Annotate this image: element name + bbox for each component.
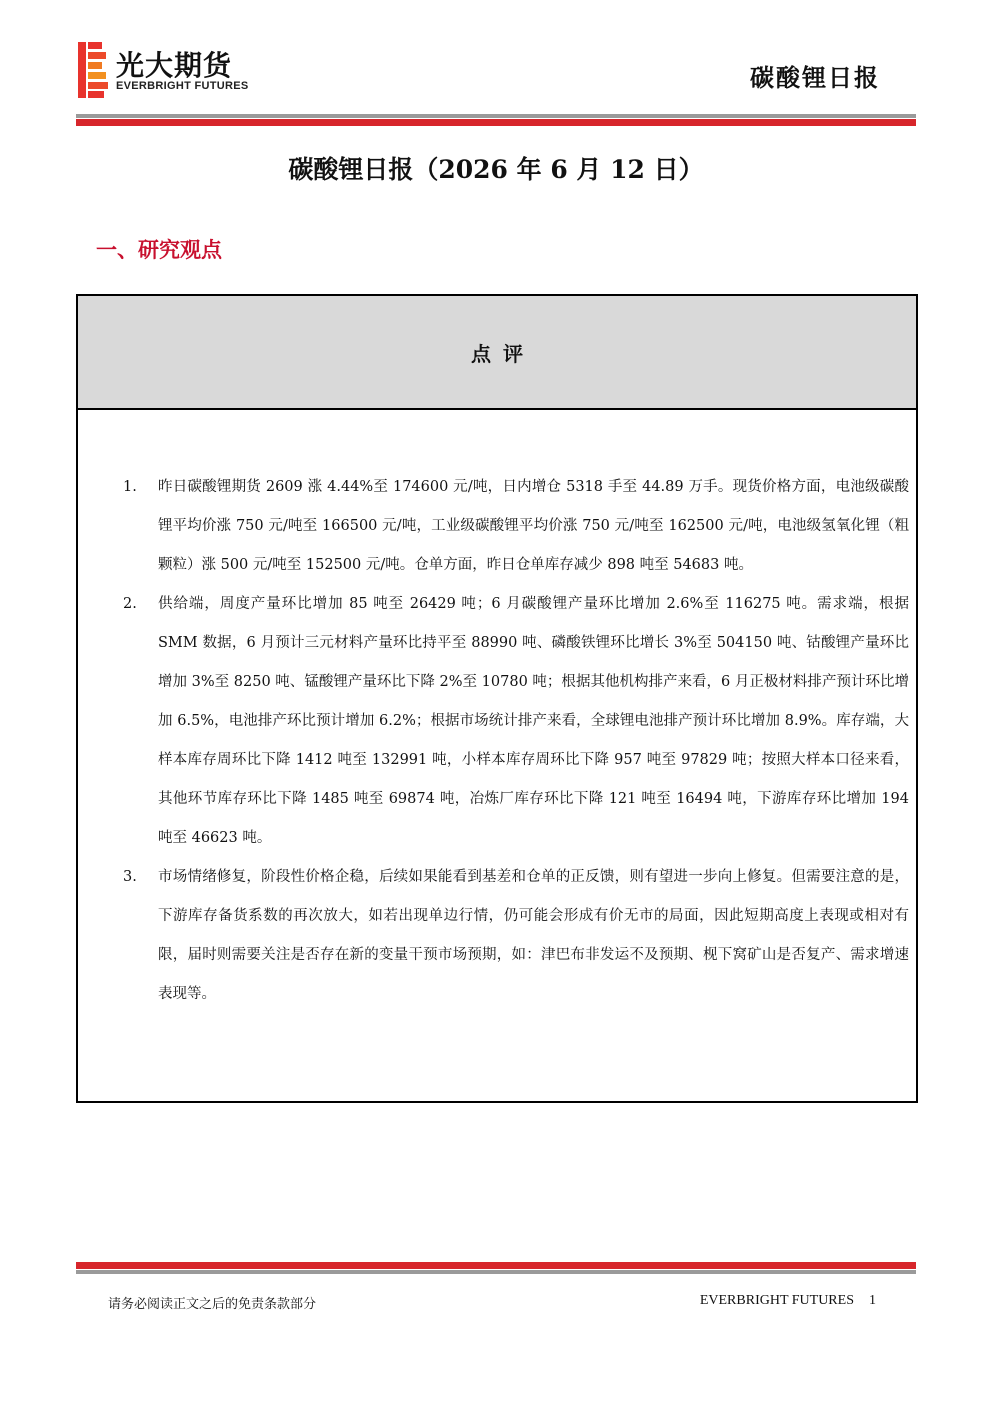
list-item: [121, 468, 909, 585]
company-logo: [78, 40, 288, 102]
item-number: 2.: [123, 596, 137, 612]
item-text: 市场情绪修复，阶段性价格企稳，后续如果能看到基差和仓单的正反馈，则有望进一步向上修复。但需要注意的是，下游库存备货系数的再次放大，如若出现单边行情，仍可能会形成有价无市的局面，因此短期高度上表现或相对有限，届时则需要关注是否存在新的变量干预市场预期，如：津巴布非发运不及预期、枧下窝矿山是否复产、需求增速表现等。: [158, 869, 909, 1002]
footer-divider: [76, 1262, 916, 1274]
list-item: [121, 858, 909, 1014]
section-title: 一、研究观点: [96, 238, 222, 262]
item-text: 昨日碳酸锂期货 2609 涨 4.44%至 174600 元/吨，日内增仓 5318 手至 44.89 万手。现货价格方面，电池级碳酸锂平均价涨 750 元/吨至 166500 元/吨，工业级碳酸锂平均价涨 750 元/吨至 162500 元/吨，电池级氢氧化锂（粗颗粒）涨 500 元/吨至 152500 元/吨。仓单方面，昨日仓单库存减少 898 吨至 54683 吨。: [158, 479, 909, 573]
list-item: [121, 585, 909, 858]
company-name-cn: 光大期货: [116, 49, 233, 82]
item-text: 供给端，周度产量环比增加 85 吨至 26429 吨；6 月碳酸锂产量环比增加 2.6%至 116275 吨。需求端，根据 SMM 数据，6 月预计三元材料产量环比持平至 88990 吨、磷酸铁锂环比增长 3%至 504150 吨、钴酸锂产量环比增加 3%至 8250 吨、锰酸锂产量环比下降 2%至 10780 吨；根据其他机构排产来看，6 月正极材料排产预计环比增加 6.5%，电池排产环比预计增加 6.2%；根据市场统计排产来看，全球锂电池排产预计环比增加 8.9%。库存端，大样本库存周环比下降 1412 吨至 132991 吨，小样本库存周环比下降 957 吨至 97829 吨；按照大样本口径来看，其他环节库存环比下降 1485 吨至 69874 吨，冶炼厂库存环比下降 121 吨至 16494 吨，下游库存环比增加 194 吨至 46623 吨。: [158, 596, 909, 846]
header-divider: [76, 114, 916, 126]
commentary-list: [121, 468, 909, 1014]
report-name: 碳酸锂日报: [750, 64, 880, 92]
commentary-heading: 点评: [471, 341, 535, 366]
commentary-header: [78, 296, 916, 410]
document-title: 碳酸锂日报（2026 年 6 月 12 日）: [288, 155, 704, 184]
footer-brand: EVERBRIGHT FUTURES: [699, 1293, 854, 1308]
commentary-box: [76, 294, 918, 1103]
page-number: 1: [869, 1293, 876, 1308]
item-number: 1.: [123, 479, 137, 495]
company-name-en: EVERBRIGHT FUTURES: [116, 80, 249, 92]
item-number: 3.: [123, 869, 137, 885]
disclaimer-note: 请务必阅读正文之后的免责条款部分: [108, 1297, 317, 1312]
everbright-logo-icon: [78, 42, 108, 98]
